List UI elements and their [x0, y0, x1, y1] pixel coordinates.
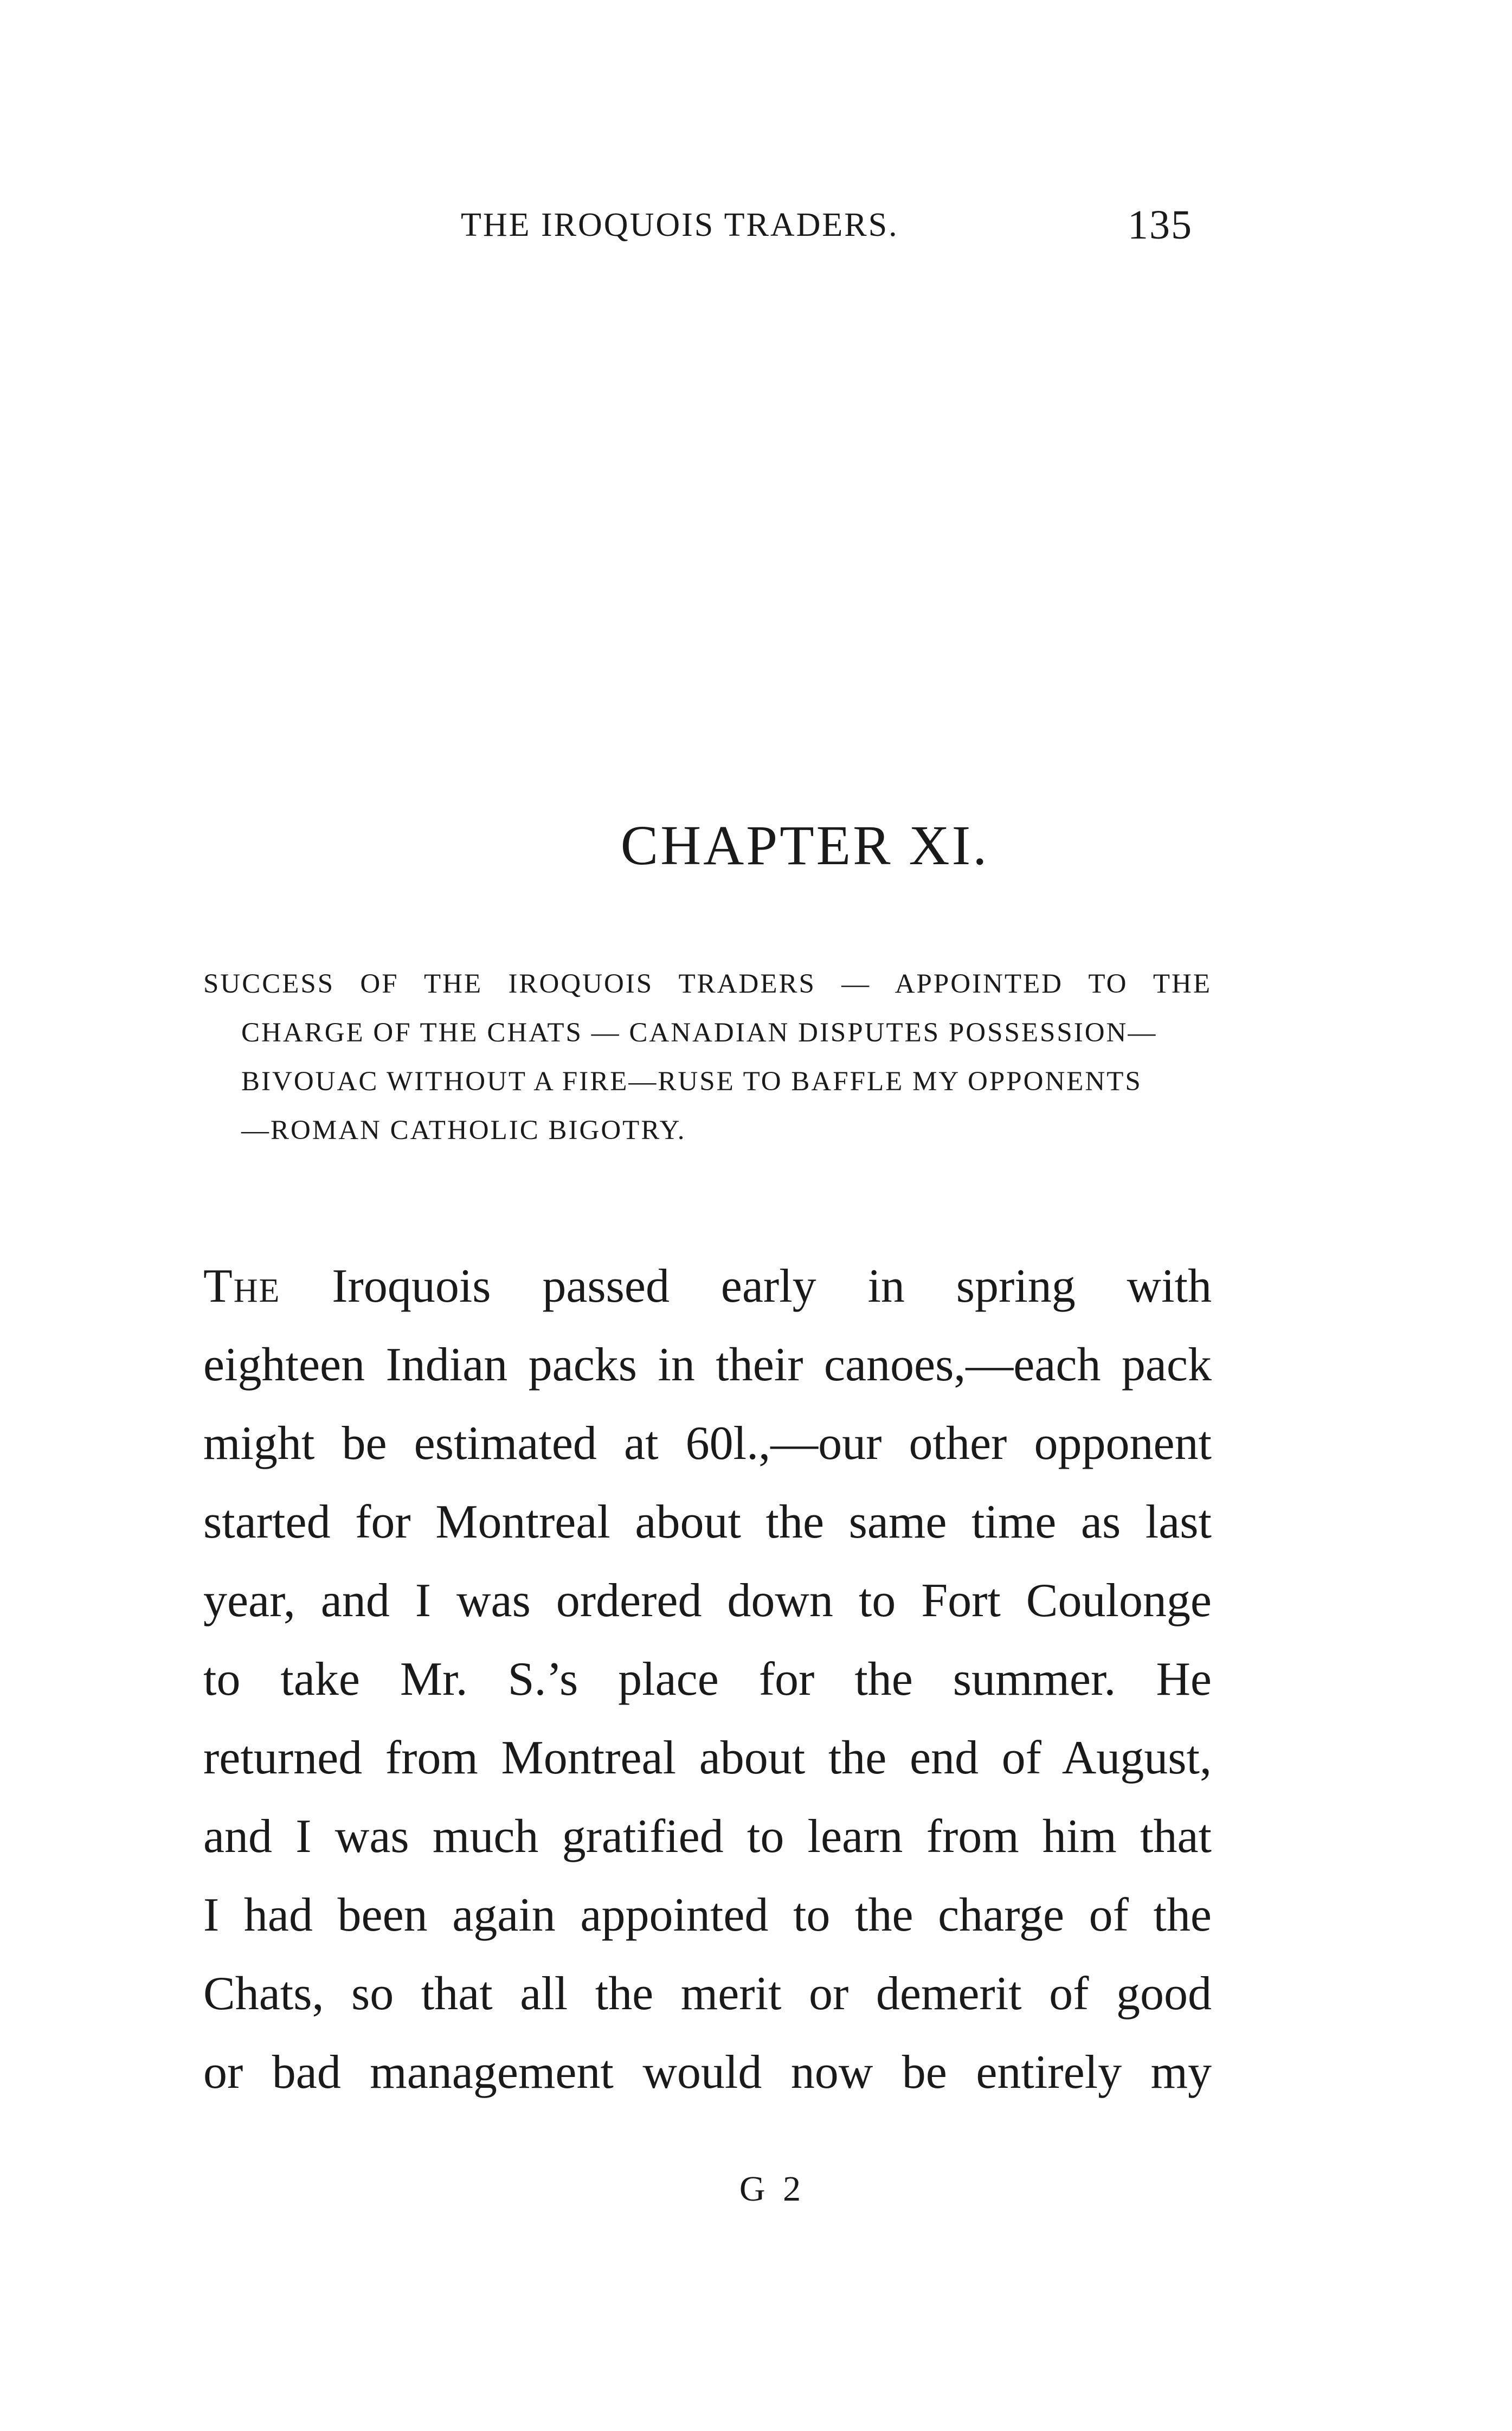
body-line: I had been again appointed to the charge of the: [203, 1889, 1212, 1941]
body-line: to take Mr. S.’s place for the summer. He: [203, 1653, 1212, 1706]
body-paragraph: [203, 1247, 1212, 2112]
body-line: year, and I was ordered down to Fort Coulonge: [203, 1574, 1212, 1627]
running-head: [0, 202, 1512, 260]
synopsis-line: CHARGE OF THE CHATS — CANADIAN DISPUTES POSSESSION—: [241, 1018, 1157, 1048]
opening-word: The: [203, 1260, 281, 1313]
body-line: started for Montreal about the same time as last: [203, 1496, 1212, 1548]
chapter-synopsis: [203, 960, 1212, 1155]
body-line: Chats, so that all the merit or demerit of good: [203, 1967, 1212, 2020]
body-line: [203, 1247, 1212, 1326]
chapter-heading: CHAPTER XI.: [620, 814, 989, 877]
synopsis-line: BIVOUAC WITHOUT A FIRE—RUSE TO BAFFLE MY OPPONENTS: [241, 1066, 1142, 1097]
body-line: eighteen Indian packs in their canoes,—each pack: [203, 1339, 1212, 1391]
body-line: returned from Montreal about the end of August,: [203, 1732, 1212, 1784]
synopsis-line: —ROMAN CATHOLIC BIGOTRY.: [241, 1115, 686, 1146]
body-line: might be estimated at 60l.,—our other opponent: [203, 1417, 1212, 1470]
body-line: and I was much gratified to learn from him that: [203, 1810, 1212, 1863]
body-line: or bad management would now be entirely my: [203, 2046, 1212, 2099]
page-number: 135: [1128, 202, 1193, 248]
signature-mark: G 2: [739, 2169, 806, 2209]
running-title: THE IROQUOIS TRADERS.: [461, 207, 899, 243]
synopsis-line: SUCCESS OF THE IROQUOIS TRADERS — APPOINTED TO THE: [203, 969, 1212, 999]
body-line-text: Iroquois passed early in spring with: [332, 1260, 1212, 1313]
